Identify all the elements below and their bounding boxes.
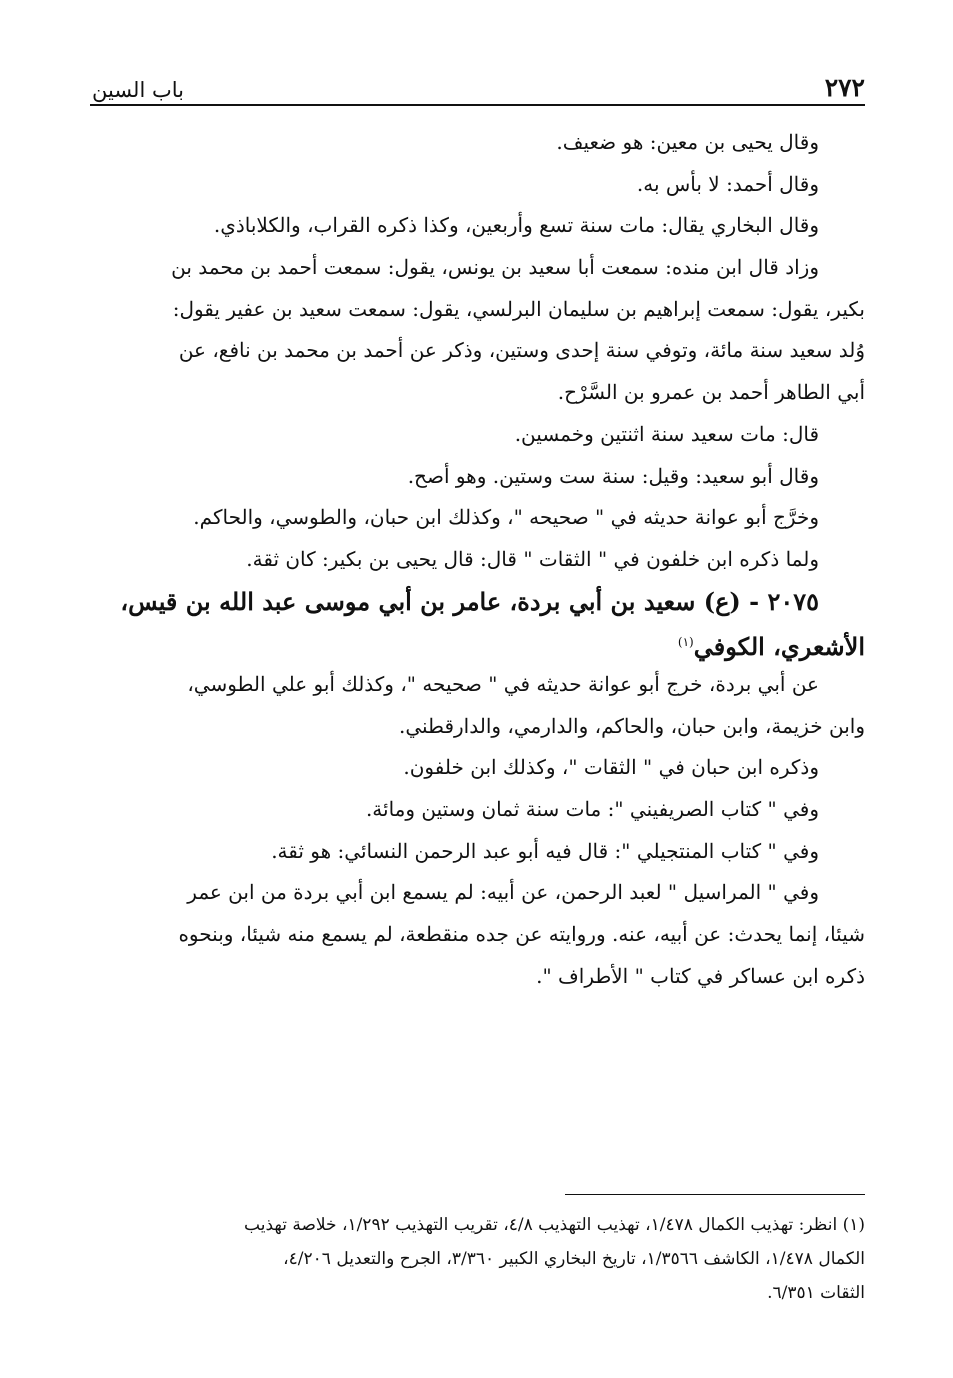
text-line: ذكره ابن عساكر في كتاب " الأطراف ". (536, 963, 865, 988)
text-line: وقال أحمد: لا بأس به. (636, 171, 819, 196)
text-line: ولما ذكره ابن خلفون في " الثقات " قال: قال يحيى بن بكير: كان ثقة. (246, 546, 819, 571)
footnote-line: (١) انظر: تهذيب الكمال ١/٤٧٨، تهذيب التهذيب ٤/٨، تقريب التهذيب ١/٢٩٢، خلاصة تهذيب (244, 1215, 865, 1235)
text-line: عن أبي بردة، خرج أبو عوانة حديثه في " صحيحه "، وكذلك أبو علي الطوسي، (187, 671, 819, 696)
footnote-line: الكمال ١/٤٧٨، الكاشف ١/٣٥٦٦، تاريخ البخاري الكبير ٣/٣٦٠، الجرح والتعديل ٤/٢٠٦، (283, 1249, 865, 1269)
text-line: قال: مات سعيد سنة اثنتين وخمسين. (514, 421, 819, 446)
page-number: ٢٧٢ (824, 73, 865, 102)
text-line: وُلد سعيد سنة مائة، وتوفي سنة إحدى وستين، وذكر عن أحمد بن محمد بن نافع، عن (178, 338, 865, 363)
header-rule (90, 104, 865, 106)
text-line: وفي " كتاب الصريفيني ": مات سنة ثمان وستين ومائة. (365, 797, 819, 821)
entry-heading-text: الأشعري، الكوفي (693, 632, 865, 662)
footnote-rule (565, 1194, 865, 1195)
running-title: باب السين (92, 78, 184, 102)
text-line: شيئا، إنما يحدث: عن أبيه، عنه. وروايته عن جده منقطعة، لم يسمع منه شيئا، وبنحوه (178, 922, 865, 947)
entry-heading-continued (90, 622, 865, 664)
text-line: أبي الطاهر أحمد بن عمرو بن السَّرْح. (557, 380, 865, 405)
text-line: وقال أبو سعيد: وقيل: سنة ست وستين. وهو أصح. (407, 463, 819, 488)
text-line: وفي " كتاب المنتجيلي ": قال فيه أبو عبد الرحمن النسائي: هو ثقة. (271, 838, 819, 863)
text-line: وقال يحيى بن معين: هو ضعيف. (556, 130, 819, 154)
main-text (90, 122, 865, 997)
entry-heading: ٢٠٧٥ - (ع) سعيد بن أبي بردة، عامر بن أبي موسى عبد الله بن قيس، (120, 586, 819, 616)
text-line: وخرَّج أبو عوانة حديثه في " صحيحه "، وكذلك ابن حبان، والطوسي، والحاكم. (193, 505, 819, 530)
text-line: بكير، يقول: سمعت إبراهيم بن سليمان البرلسي، يقول: سمعت سعيد بن عفير يقول: (172, 296, 865, 321)
footnote-reference: (١) (677, 635, 694, 650)
text-line: وابن خزيمة، وابن حبان، والحاكم، والدارمي، والدارقطني. (398, 713, 865, 738)
text-line: وزاد قال ابن منده: سمعت أبا سعيد بن يونس، يقول: سمعت أحمد بن محمد بن (171, 255, 819, 280)
text-line: وفي " المراسيل " لعبد الرحمن، عن أبيه: لم يسمع ابن أبي بردة من ابن عمر (187, 880, 819, 905)
text-line: وقال البخاري يقال: مات سنة تسع وأربعين، وكذا ذكره القراب، والكلاباذي. (213, 213, 819, 238)
page-header (92, 62, 865, 102)
footnotes (90, 1208, 865, 1310)
text-line: وذكره ابن حبان في " الثقات "، وكذلك ابن خلفون. (403, 755, 819, 780)
footnote-line: الثقات ٦/٣٥١. (767, 1283, 865, 1303)
